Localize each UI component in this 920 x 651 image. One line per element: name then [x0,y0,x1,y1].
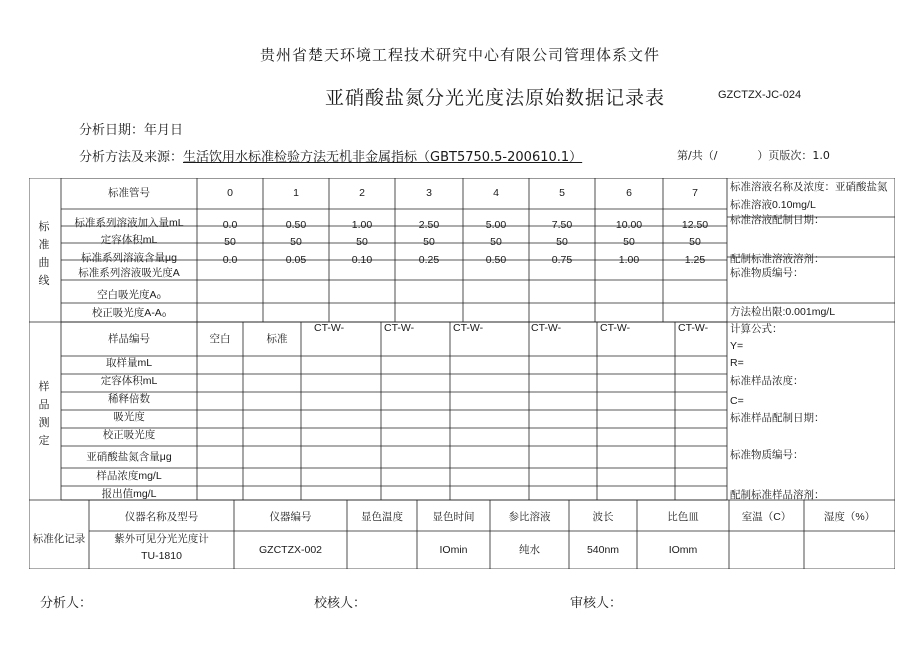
std-name-conc: 标准溶液名称及浓度：亚硝酸盐氮 [730,181,888,193]
method-prefix: 分析方法及来源： [79,150,184,165]
std-content: 0.50 [485,254,507,266]
record-header: 波长 [592,511,614,523]
std-material-no: 标准物质编号： [730,267,804,279]
record-value: IOmm [668,544,698,556]
fixed-volume: 50 [623,236,635,248]
record-header: 室温（C） [741,511,792,523]
std-curve-section-label: 线 [38,274,50,287]
sample-row-label: 校正吸光度 [102,429,156,441]
std-curve-section-label: 标 [38,220,50,233]
sample-id: CT-W- [453,322,484,334]
std-sample-prep-date: 标准样品配制日期： [730,412,825,424]
document-title: 亚硝酸盐氮分光光度法原始数据记录表 [325,87,666,109]
curve-row-label: 标准系列溶液加入量mL [74,217,184,229]
sample-row-label: 稀释倍数 [108,393,150,405]
tube-number: 4 [493,187,499,199]
std-curve-section-label: 准 [38,238,50,251]
record-value: 纯水 [519,544,540,556]
record-header: 比色皿 [667,511,699,523]
curve-row-label: 标准系列溶液吸光度A [78,267,180,279]
formula-r: R= [730,357,744,369]
record-header: 仪器名称及型号 [124,511,199,523]
added-volume: 0.0 [222,219,238,231]
document-code: GZCTZX-JC-024 [718,89,802,101]
org-header: 贵州省楚天环境工程技术研究中心有限公司管理体系文件 [259,46,660,64]
sample-id: CT-W- [314,322,345,334]
sample-row-label: 亚硝酸盐氮含量μg [86,451,172,463]
reviewer-label: 审核人： [570,596,623,611]
sample-id: CT-W- [678,322,709,334]
analyst-label: 分析人： [40,596,93,611]
sample-section-label: 样 [38,380,50,393]
added-volume: 5.00 [485,219,507,231]
page-info [677,147,830,163]
std-sample-material-no: 标准物质编号： [730,449,804,461]
sample-id: CT-W- [384,322,415,334]
curve-row-label: 空白吸光度A₀ [97,289,161,301]
curve-row-label: 校正吸光度A-A₀ [91,307,167,319]
sample-section-label: 测 [38,416,50,429]
std-content: 0.05 [285,254,307,266]
tube-number: 2 [359,187,365,199]
formula-y: Y= [730,340,744,352]
sample-row-label: 吸光度 [113,411,145,423]
fixed-volume: 50 [356,236,368,248]
std-sample-prep-solvent: 配制标准样品溶剂： [730,489,825,501]
sample-row-label: 报出值mg/L [101,488,157,500]
fixed-volume: 50 [290,236,302,248]
std-content: 0.0 [222,254,238,266]
tube-number: 1 [293,187,299,199]
curve-row-label: 标准系列溶液含量μg [81,252,177,264]
std-sample-conc: 标准样品浓度： [730,375,804,387]
std-content: 0.75 [551,254,573,266]
curve-row-label: 定容体积mL [100,234,158,246]
std-prep-date: 标准溶液配制日期： [730,214,825,226]
added-volume: 12.50 [681,219,709,231]
std-content: 0.25 [418,254,440,266]
tube-number: 7 [692,187,698,199]
analysis-date: 分析日期：年月日 [79,123,184,138]
std-content: 1.25 [684,254,706,266]
record-value: IOmin [439,544,468,556]
std-sample-c: C= [730,395,744,407]
std-content: 0.10 [351,254,373,266]
sample-row-label: 定容体积mL [100,375,158,387]
added-volume: 0.50 [285,219,307,231]
added-volume: 2.50 [418,219,440,231]
record-header: 湿度（%） [823,511,876,523]
sample-section-label: 定 [38,434,50,447]
method-source [79,146,582,165]
record-header: 显色温度 [361,511,403,523]
curve-row-label: 标准管号 [108,187,150,199]
record-value: GZCTZX-002 [258,544,323,556]
sample-row-label: 取样量mL [105,357,153,369]
sample-id: CT-W- [531,322,562,334]
added-volume: 10.00 [615,219,643,231]
proofreader-label: 校核人： [314,596,367,611]
tube-number: 6 [626,187,632,199]
instrument-model: TU-1810 [141,550,182,562]
std-name-conc: 标准溶液0.10mg/L [730,199,816,211]
tube-number: 0 [227,187,233,199]
std-prep-solvent: 配制标准溶液溶剂： [730,253,825,265]
record-value: 540nm [586,544,620,556]
blank-column: 空白 [209,333,231,345]
method-text: 生活饮用水标准检验方法无机非金属指标（GBT5750.5-200610.1） [183,150,583,165]
page-prefix: 第/共（/ [677,149,718,162]
page-suffix: ）页版次：1.0 [757,149,830,162]
fixed-volume: 50 [423,236,435,248]
sample-section-label: 品 [38,398,50,411]
tube-number: 5 [559,187,565,199]
record-table [29,178,895,569]
std-curve-section-label: 曲 [38,256,50,269]
instrument-name: 紫外可见分光光度计 [114,533,209,545]
added-volume: 1.00 [351,219,373,231]
record-label: 标准化记录 [32,533,86,545]
detect-limit: 方法检出限:0.001mg/L [730,306,836,318]
sample-row-label: 样品浓度mg/L [96,470,162,482]
calc-formula: 计算公式： [730,323,783,335]
tube-number: 3 [426,187,432,199]
added-volume: 7.50 [551,219,573,231]
std-content: 1.00 [618,254,640,266]
fixed-volume: 50 [224,236,236,248]
fixed-volume: 50 [490,236,502,248]
sample-id: CT-W- [600,322,631,334]
record-header: 显色时间 [432,511,475,523]
fixed-volume: 50 [689,236,701,248]
fixed-volume: 50 [556,236,568,248]
sample-row-label: 样品编号 [108,333,150,345]
record-header: 参比溶液 [508,511,551,523]
record-header: 仪器编号 [269,511,312,523]
standard-column: 标准 [266,333,288,345]
